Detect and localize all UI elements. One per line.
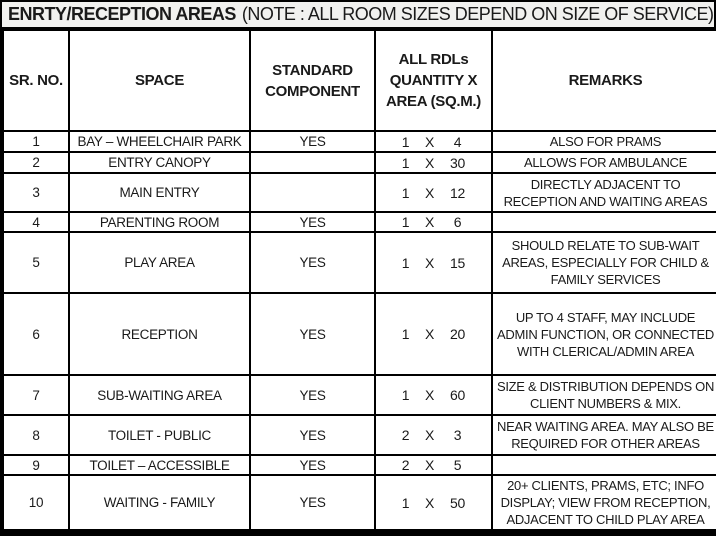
table-row: [3, 212, 716, 232]
quantity-count: 1: [401, 214, 410, 230]
sr-cell: 9: [3, 455, 69, 475]
quantity-cell: [375, 131, 492, 152]
quantity-cell: [375, 212, 492, 232]
quantity-count: 2: [401, 427, 410, 443]
sr-cell: 2: [3, 152, 69, 173]
quantity-cell: [375, 232, 492, 293]
quantity-value: [379, 134, 488, 150]
sr-cell: 1: [3, 131, 69, 152]
quantity-value: [379, 457, 488, 473]
standard-component-cell: YES: [250, 415, 375, 455]
area-value: 20: [450, 326, 465, 342]
remarks-cell: [492, 455, 716, 475]
table-row: [3, 415, 716, 455]
remarks-cell: SIZE & DISTRIBUTION DEPENDS ON CLIENT NUMBERS & MIX.: [492, 375, 716, 415]
table-row: [3, 232, 716, 293]
quantity-value: [379, 387, 488, 403]
multiply-symbol: X: [424, 154, 435, 171]
table-row: [3, 131, 716, 152]
quantity-cell: [375, 173, 492, 212]
space-cell: PARENTING ROOM: [69, 212, 250, 232]
area-value: 12: [450, 184, 465, 201]
title-note-text: (NOTE : ALL ROOM SIZES DEPEND ON SIZE OF SERVICE): [241, 4, 714, 24]
table-row: [3, 293, 716, 375]
header-sr-no: SR. NO.: [3, 30, 69, 131]
space-cell: TOILET - PUBLIC: [69, 415, 250, 455]
quantity-count: 1: [401, 154, 410, 171]
quantity-cell: [375, 415, 492, 455]
table-row: [3, 375, 716, 415]
standard-component-cell: YES: [250, 293, 375, 375]
page-title: [2, 2, 714, 29]
quantity-value: [379, 214, 488, 230]
remarks-cell: DIRECTLY ADJACENT TO RECEPTION AND WAITING AREAS: [492, 173, 716, 212]
room-schedule-table: [2, 29, 716, 531]
area-value: 30: [450, 154, 465, 171]
multiply-symbol: X: [424, 133, 435, 150]
area-value: 6: [453, 214, 462, 230]
remarks-cell: ALLOWS FOR AMBULANCE: [492, 152, 716, 173]
standard-component-cell: YES: [250, 475, 375, 530]
space-cell: ENTRY CANOPY: [69, 152, 250, 173]
standard-component-cell: YES: [250, 375, 375, 415]
header-standard-component: STANDARD COMPONENT: [250, 30, 375, 131]
header-quantity-area: ALL RDLs QUANTITY X AREA (SQ.M.): [375, 30, 492, 131]
title-main-text: ENRTY/RECEPTION AREAS: [8, 4, 236, 24]
quantity-value: [379, 495, 488, 511]
sr-cell: 3: [3, 173, 69, 212]
remarks-cell: NEAR WAITING AREA. MAY ALSO BE REQUIRED FOR OTHER AREAS: [492, 415, 716, 455]
multiply-symbol: X: [424, 494, 435, 511]
table-body: [3, 131, 716, 530]
space-cell: BAY – WHEELCHAIR PARK: [69, 131, 250, 152]
area-value: 5: [453, 457, 462, 473]
quantity-cell: [375, 455, 492, 475]
header-space: SPACE: [69, 30, 250, 131]
multiply-symbol: X: [424, 214, 435, 230]
multiply-symbol: X: [424, 457, 435, 473]
table-row: [3, 152, 716, 173]
multiply-symbol: X: [424, 254, 435, 271]
space-cell: RECEPTION: [69, 293, 250, 375]
standard-component-cell: YES: [250, 212, 375, 232]
space-cell: TOILET – ACCESSIBLE: [69, 455, 250, 475]
quantity-count: 1: [401, 184, 410, 201]
standard-component-cell: [250, 152, 375, 173]
remarks-cell: [492, 212, 716, 232]
standard-component-cell: YES: [250, 131, 375, 152]
area-value: 15: [450, 254, 465, 271]
quantity-cell: [375, 293, 492, 375]
quantity-value: [379, 255, 488, 271]
standard-component-cell: YES: [250, 232, 375, 293]
quantity-value: [379, 326, 488, 342]
quantity-value: [379, 155, 488, 171]
space-cell: WAITING - FAMILY: [69, 475, 250, 530]
quantity-count: 1: [401, 254, 410, 271]
quantity-count: 1: [401, 494, 410, 511]
quantity-count: 1: [401, 326, 410, 342]
area-value: 3: [453, 427, 462, 443]
sr-cell: 8: [3, 415, 69, 455]
space-cell: PLAY AREA: [69, 232, 250, 293]
space-cell: MAIN ENTRY: [69, 173, 250, 212]
quantity-value: [379, 185, 488, 201]
table-row: [3, 475, 716, 530]
table-row: [3, 455, 716, 475]
area-value: 50: [450, 494, 465, 511]
quantity-count: 1: [401, 387, 410, 403]
remarks-cell: ALSO FOR PRAMS: [492, 131, 716, 152]
area-value: 4: [453, 133, 462, 150]
multiply-symbol: X: [424, 387, 435, 403]
standard-component-cell: [250, 173, 375, 212]
quantity-cell: [375, 375, 492, 415]
area-value: 60: [450, 387, 465, 403]
remarks-cell: 20+ CLIENTS, PRAMS, ETC; INFO DISPLAY; VIEW FROM RECEPTION, ADJACENT TO CHILD PLAY AREA: [492, 475, 716, 530]
sr-cell: 7: [3, 375, 69, 415]
table-header: [3, 30, 716, 131]
table-row: [3, 173, 716, 212]
multiply-symbol: X: [424, 427, 435, 443]
standard-component-cell: YES: [250, 455, 375, 475]
sr-cell: 4: [3, 212, 69, 232]
quantity-cell: [375, 152, 492, 173]
header-row: [3, 30, 716, 131]
header-remarks: REMARKS: [492, 30, 716, 131]
sr-cell: 10: [3, 475, 69, 530]
quantity-cell: [375, 475, 492, 530]
space-cell: SUB-WAITING AREA: [69, 375, 250, 415]
remarks-cell: UP TO 4 STAFF, MAY INCLUDE ADMIN FUNCTION, OR CONNECTED WITH CLERICAL/ADMIN AREA: [492, 293, 716, 375]
quantity-value: [379, 427, 488, 443]
multiply-symbol: X: [424, 184, 435, 201]
remarks-cell: SHOULD RELATE TO SUB-WAIT AREAS, ESPECIALLY FOR CHILD & FAMILY SERVICES: [492, 232, 716, 293]
multiply-symbol: X: [424, 326, 435, 342]
sr-cell: 6: [3, 293, 69, 375]
sr-cell: 5: [3, 232, 69, 293]
quantity-count: 2: [401, 457, 410, 473]
quantity-count: 1: [401, 133, 410, 150]
